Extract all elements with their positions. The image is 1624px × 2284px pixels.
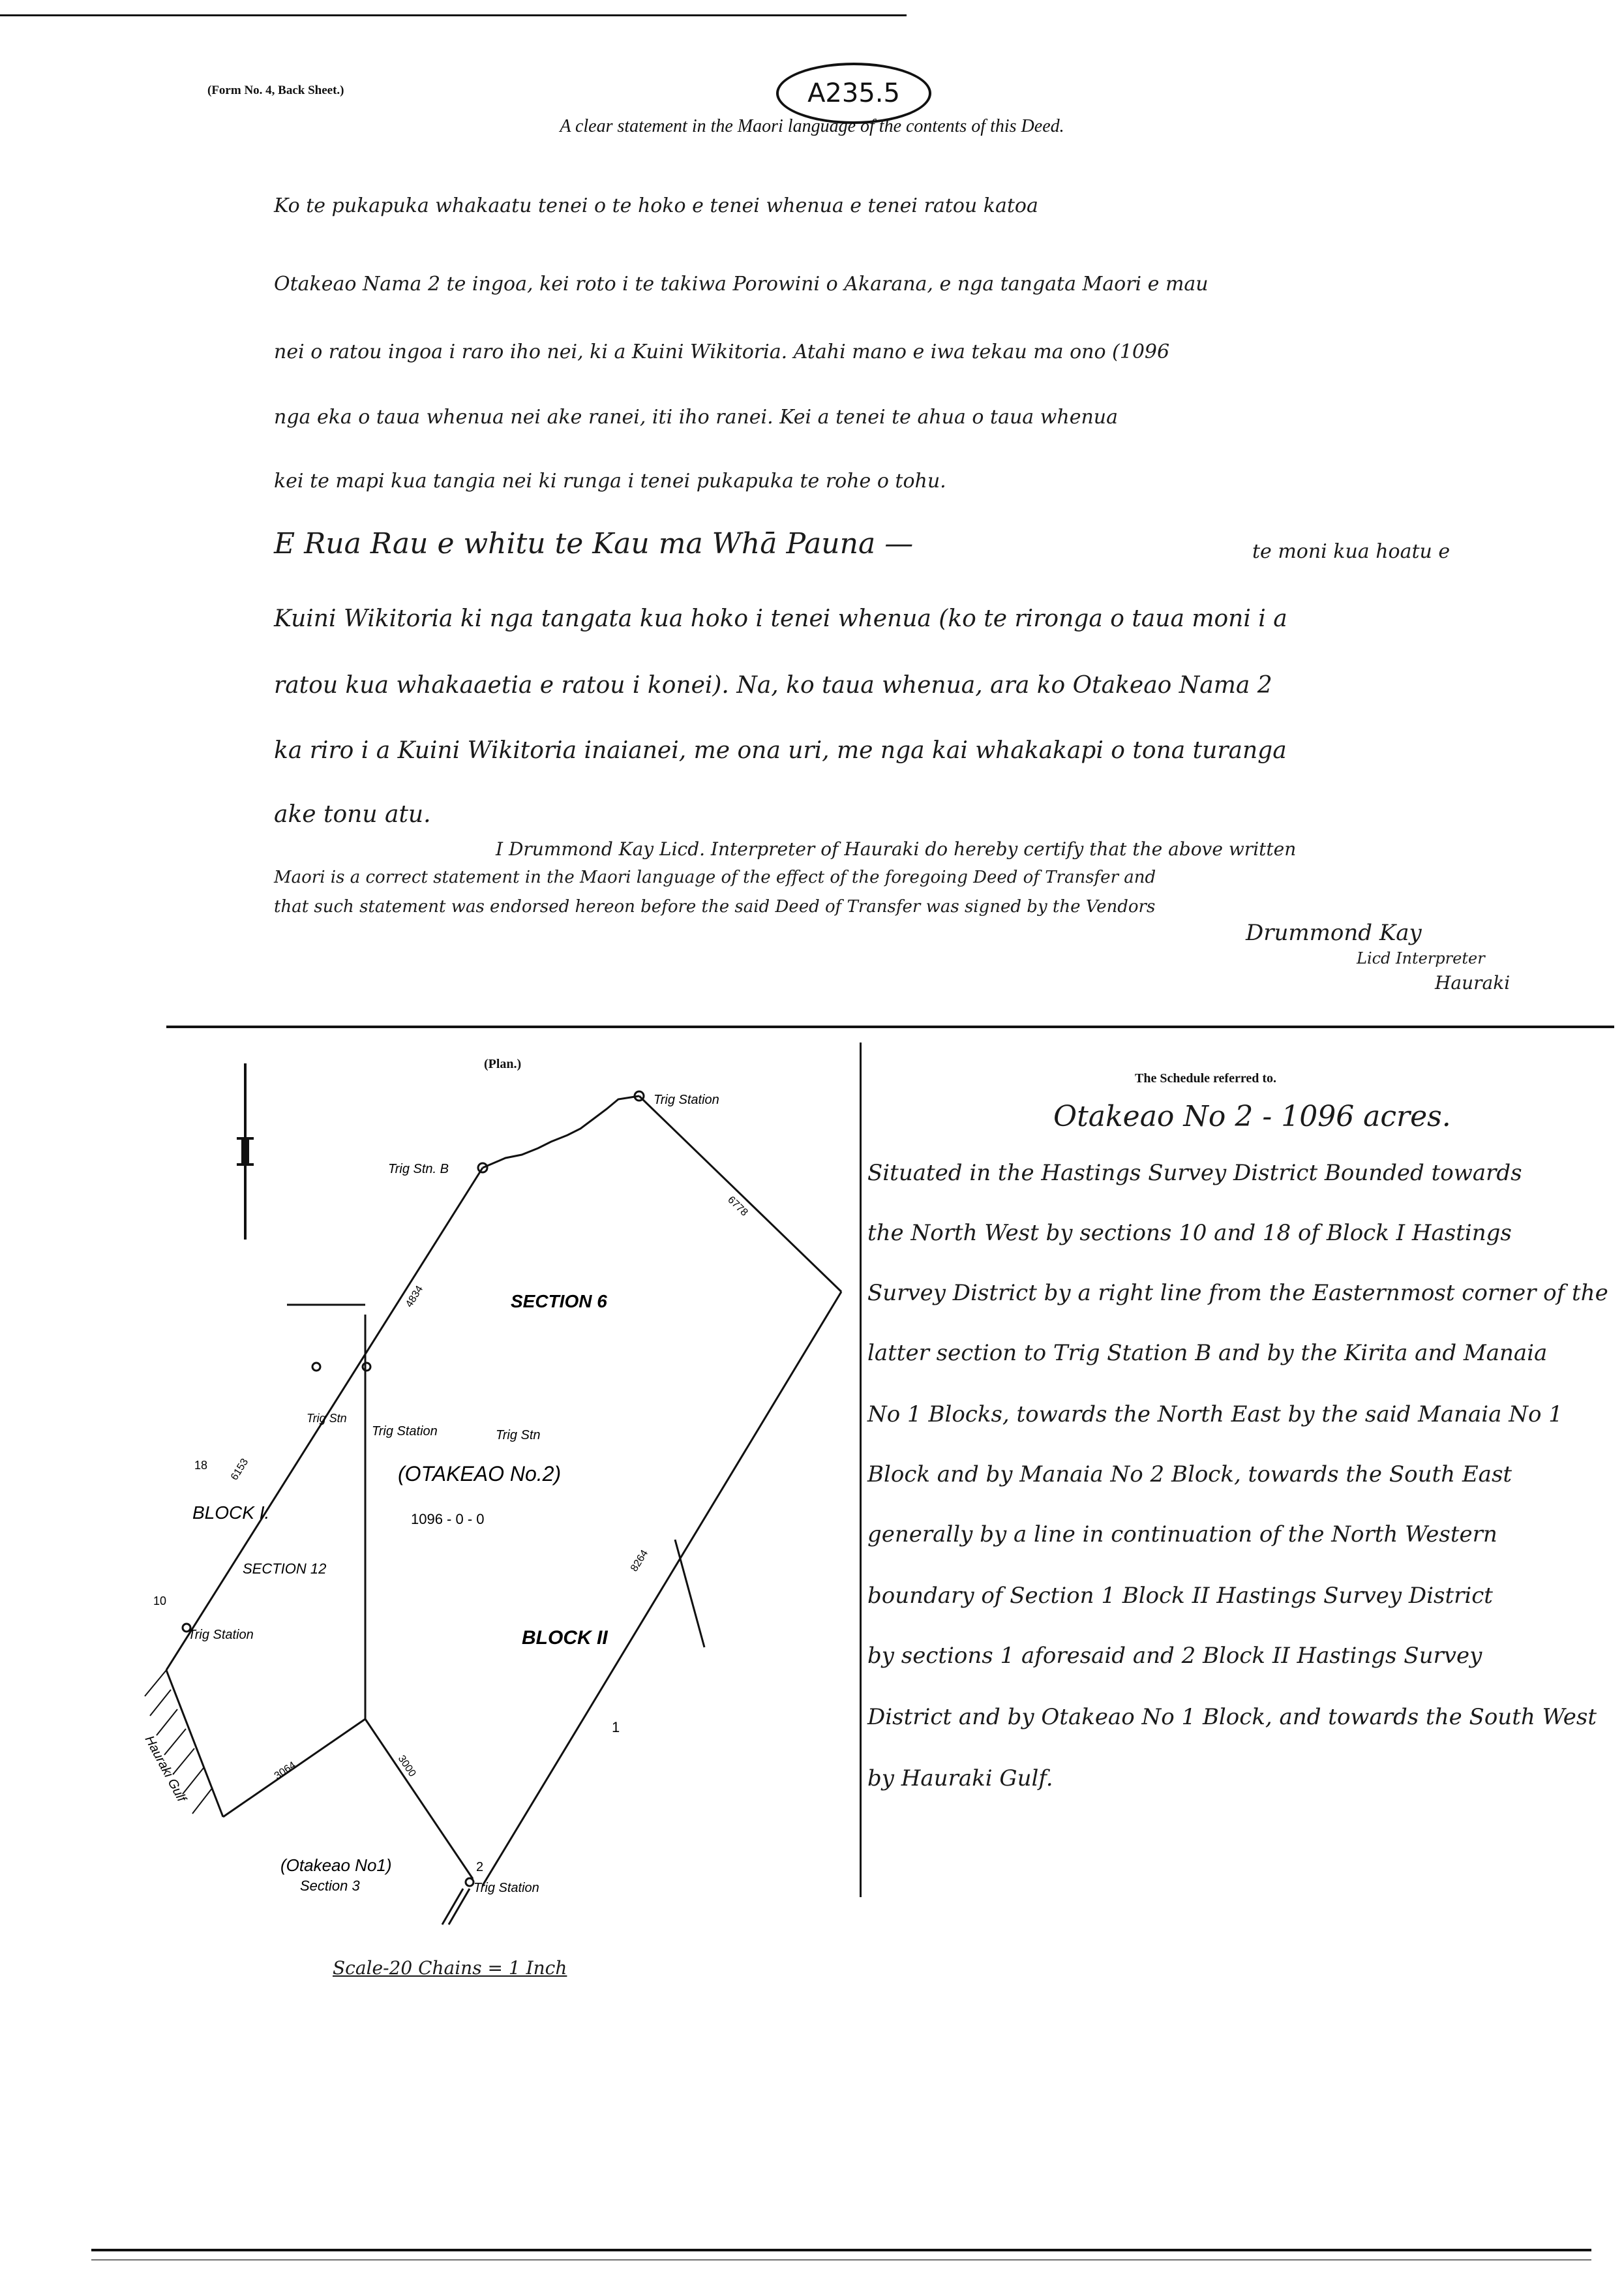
schedule-line: the North West by sections 10 and 18 of Block I Hastings [867, 1220, 1512, 1246]
label-trig-right: Trig Stn [496, 1428, 541, 1442]
boundary-line [483, 1292, 841, 1885]
certificate-line: that such statement was endorsed hereon before the said Deed of Transfer was signed by the Vendors [274, 897, 1156, 917]
schedule-line: Situated in the Hastings Survey District Bounded towards [867, 1160, 1522, 1186]
maori-line: te moni kua hoatu e [1252, 540, 1451, 563]
schedule-line: District and by Otakeao No 1 Block, and towards the South West [867, 1704, 1597, 1730]
schedule-title: The Schedule referred to. [1135, 1071, 1277, 1086]
maori-line: kei te mapi kua tangia nei ki runga i tenei pukapuka te rohe o tohu. [274, 470, 946, 493]
label-block-2: BLOCK II [522, 1627, 608, 1649]
label-otakeao-1: (Otakeao No1) [280, 1855, 392, 1875]
bottom-border-line [91, 2249, 1591, 2251]
label-len-right: 8264 [628, 1547, 651, 1574]
label-trig-mid: Trig Stn [307, 1412, 347, 1425]
boundary-line [483, 1096, 639, 1168]
label-area: 1096 - 0 - 0 [411, 1511, 485, 1527]
maori-line: Kuini Wikitoria ki nga tangata kua hoko i tenei whenua (ko te rironga o taua moni i a [274, 605, 1287, 632]
survey-plan [130, 1044, 854, 1970]
schedule-line: by sections 1 aforesaid and 2 Block II Hastings Survey [867, 1643, 1482, 1669]
top-border-line [0, 14, 907, 16]
maori-line: ake tonu atu. [274, 801, 431, 828]
reference-number-stamp: A235.5 [776, 63, 931, 124]
column-divider [860, 1043, 862, 1897]
schedule-line: generally by a line in continuation of the North Western [867, 1521, 1497, 1547]
label-section-3: Section 3 [300, 1878, 360, 1894]
maori-line: Otakeao Nama 2 te ingoa, kei roto i te takiwa Porowini o Akarana, e nga tangata Maori e mau [274, 273, 1209, 296]
schedule-line: Block and by Manaia No 2 Block, towards the South East [867, 1461, 1512, 1487]
schedule-line: by Hauraki Gulf. [867, 1765, 1053, 1791]
maori-line: Ko te pukapuka whakaatu tenei o te hoko e tenei whenua e tenei ratou katoa [274, 194, 1038, 217]
boundary-line [675, 1540, 704, 1647]
label-trig-bottom: Trig Station [474, 1881, 539, 1895]
label-section-12: SECTION 12 [243, 1561, 327, 1577]
label-otakeao-2: (OTAKEAO No.2) [398, 1462, 562, 1485]
label-section-6: SECTION 6 [511, 1291, 607, 1311]
signature-title: Licd Interpreter [1357, 949, 1485, 967]
signature-district: Hauraki [1435, 972, 1511, 994]
certificate-line: Maori is a correct statement in the Maori language of the effect of the foregoing Deed of Transfer and [274, 868, 1156, 887]
trig-marker [363, 1363, 370, 1371]
trig-marker [466, 1878, 474, 1886]
label-trig-top: Trig Station [654, 1093, 719, 1107]
price-line: E Rua Rau e whitu te Kau ma Whā Pauna — [274, 527, 914, 560]
label-num-18: 18 [194, 1459, 208, 1472]
label-len-bl: 3064 [272, 1759, 298, 1782]
maori-line: ratou kua whakaaetia e ratou i konei). Na, ko taua whenua, ara ko Otakeao Nama 2 [274, 672, 1272, 699]
bottom-border-line [91, 2259, 1591, 2261]
schedule-line: No 1 Blocks, towards the North East by the said Manaia No 1 [867, 1401, 1563, 1427]
maori-line: nei o ratou ingoa i raro iho nei, ki a Kuini Wikitoria. Atahi mano e iwa tekau ma ono (1096 [274, 341, 1170, 363]
plan-scale: Scale-20 Chains = 1 Inch [333, 1957, 567, 1979]
signature: Drummond Kay [1246, 920, 1422, 946]
schedule-line: latter section to Trig Station B and by the Kirita and Manaia [867, 1340, 1548, 1366]
section-divider [166, 1026, 1614, 1028]
label-len-b: 4834 [403, 1283, 426, 1310]
certificate-line: I Drummond Kay Licd. Interpreter of Hauraki do hereby certify that the above written [496, 838, 1297, 860]
label-trig-station-mid: Trig Station [372, 1424, 438, 1439]
label-num-10: 10 [153, 1594, 167, 1607]
label-trig-left: Trig Station [188, 1628, 254, 1642]
label-len-mid: 6153 [228, 1456, 251, 1483]
schedule-line: Survey District by a right line from the Easternmost corner of the [867, 1280, 1608, 1306]
schedule-line: boundary of Section 1 Block II Hastings Survey District [867, 1583, 1493, 1609]
page-heading: A clear statement in the Maori language of the contents of this Deed. [560, 116, 1064, 136]
label-gulf: Hauraki Gulf [142, 1733, 189, 1804]
label-num-2: 2 [476, 1860, 484, 1874]
trig-marker [312, 1363, 320, 1371]
label-len-bm: 3000 [395, 1753, 418, 1779]
boundary-line [639, 1096, 841, 1292]
plan-caption: (Plan.) [484, 1057, 522, 1071]
label-block-1: BLOCK I. [192, 1502, 270, 1523]
north-arrow-icon [237, 1063, 254, 1240]
schedule-heading: Otakeao No 2 - 1096 acres. [1053, 1100, 1451, 1133]
label-num-1: 1 [612, 1719, 620, 1735]
label-len-top: 6778 [725, 1194, 750, 1219]
form-label: (Form No. 4, Back Sheet.) [207, 84, 344, 97]
maori-line: ka riro i a Kuini Wikitoria inaianei, me ona uri, me nga kai whakakapi o tona turanga [274, 737, 1287, 764]
maori-line: nga eka o taua whenua nei ake ranei, iti iho ranei. Kei a tenei te ahua o taua whenua [274, 406, 1118, 429]
label-trig-b: Trig Stn. B [388, 1162, 449, 1176]
